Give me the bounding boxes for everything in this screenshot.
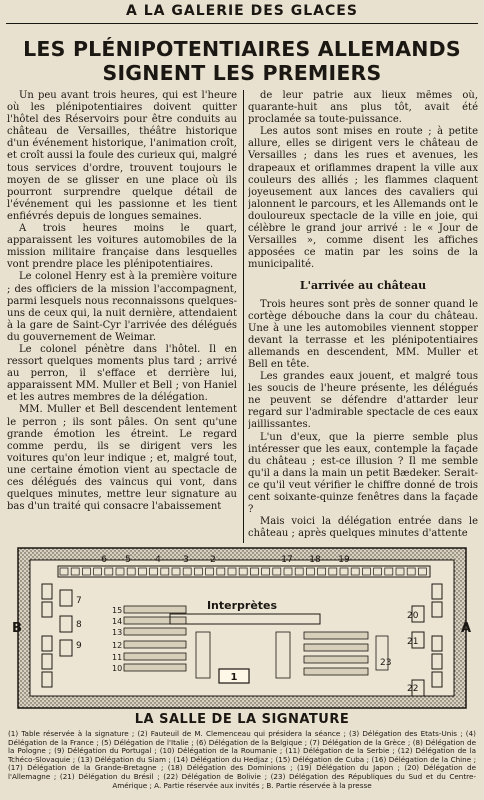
right-column-paragraph: de leur patrie aux lieux mêmes où, quarante-huit ans plus tôt, avait été proclamée sa toute-puissance. [248,90,478,126]
delegation-number: 18 [309,555,321,565]
delegation-number-7: 7 [76,596,82,606]
delegation-number: 4 [155,555,161,565]
column-separator [243,90,244,543]
delegation-number-21: 21 [407,637,419,647]
article-column-left [7,90,237,543]
delegation-number: 19 [338,555,350,565]
plan-legend: (1) Table réservée à la signature ; (2) Fauteuil de M. Clemenceau qui présidera la séance ; (3) Délégation des Etats-Unis ; (4) Délégation de la France ; (5) Délégation de l'Italie ; (6) Délégation de la Belgique ; (7) Délégation de la Grèce ; (8) Délégation de la Pologne ; (9) Délégation du Portugal ; (10) Délégation de la Roumanie ; (11) Délégation de la Serbie ; (12) Délégation de la Tchéco-Slovaquie ; (13) Délégation du Siam ; (14) Délégation du Hedjaz ; (15) Délégation de Cuba ; (16) Délégation de la Chine ; (17) Délégation de la Grande-Bretagne ; (18) Délégation des Dominions ; (19) Délégation du Japon ; (20) Délégation de l'Allemagne ; (21) Délégation du Brésil ; (22) Délégation de Bolivie ; (23) Délégation des Républiques du Sud et du Centre-Amérique ; A. Partie réservée aux invités ; B. Partie réservée à la presse [8,730,476,790]
delegation-number: 14 [112,617,123,626]
article-column-right [248,90,478,543]
delegation-table [124,628,186,635]
right-column-paragraph: Les autos sont mises en route ; à petite allure, elles se dirigent vers le château de Versailles ; dans les rues et avenues, les drapeaux et oriflammes drapent la ville aux couleurs des alliés ; les flammes claquent joyeusement aux lances des cavaliers qui jalonnent le parcours, et les Allemands ont le douloureux spectacle de la ville en joie, qui célèbre le grand jour arrivé : le « Jour de Versailles », comme disent les affiches apposées ce matin par les soins de la municipalité. [248,126,478,271]
left-column-paragraph: A trois heures moins le quart, apparaissent les voitures automobiles de la mission militaire française dans lesquelles vont prendre place les plénipotentiaires. [7,223,237,271]
delegation-number: 6 [101,555,107,565]
delegation-number: 13 [112,628,123,637]
subhead-arrival: L'arrivée au château [299,279,427,293]
delegation-number: 17 [281,555,293,565]
delegation-table [124,617,186,624]
headline-line-2: SIGNENT LES PREMIERS [102,61,382,85]
delegation-table [304,668,368,675]
delegation-table [304,632,368,639]
top-rule [6,23,478,24]
delegation-number-8: 8 [76,620,82,630]
signature-table-number: 1 [230,672,238,683]
left-column-paragraph: Un peu avant trois heures, qui est l'heure où les plénipotentiaires doivent quitter l'hôtel des Réservoirs pour être conduits au château de Versailles, théâtre historique d'un événement historique, l'animation croît, et croît aussi la foule des curieux qui, malgré tous services d'ordre, trouvent toujours le moyen de se glisser en une place où ils pourront surprendre quelque détail de l'événement qui les passionne et les tient enfiévrés depuis de longues semaines. [7,90,237,222]
headline-line-1: LES PLÉNIPOTENTIAIRES ALLEMANDS [23,37,461,61]
right-column-paragraph: Trois heures sont près de sonner quand le cortège débouche dans la cour du château. Une à une les automobiles viennent stopper devant la terrasse et les plénipotentiaires allemands en descendent, MM. Muller et Bell en tête. [248,298,478,370]
right-column-paragraph: L'un d'eux, que la pierre semble plus intéresser que les eaux, contemple la façade du château ; est-ce illusion ? Il me semble qu'il a dans la main un petit Bædeker. Serait-ce qu'il veut vérifier le chiffre donné de trois cent soixante-quinze fenêtres dans la façade ? [248,431,478,516]
left-column-paragraph: Le colonel Henry est à la première voiture ; des officiers de la mission l'accompagnent, parmi lesquels nous reconnaissons quelques-uns de ceux qui, la nuit dernière, attendaient à la gare de Saint-Cyr l'arrivée des délégués du gouvernement de Weimar. [7,271,237,343]
right-column-paragraph: Mais voici la délégation entrée dans le château ; après quelques minutes d'attente [248,516,478,540]
interpreters-label: Interprètes [206,599,278,612]
left-column-paragraph: Le colonel pénètre dans l'hôtel. Il en ressort quelques moments plus tard ; arrivé au perron, il s'efface et derrière lui, apparaissent MM. Muller et Bell ; von Haniel et les autres membres de la délégation. [7,343,237,404]
delegation-number-9: 9 [76,641,82,651]
delegation-table [124,664,186,671]
section-kicker: A LA GALERIE DES GLACES [126,3,358,19]
delegation-number: 3 [183,555,189,565]
delegation-table [304,656,368,663]
delegation-table [124,641,186,648]
delegation-number: 5 [125,555,131,565]
left-column-paragraph: MM. Muller et Bell descendent lentement le perron ; ils sont pâles. On sent qu'une grande émotion les étreint. Le regard comme perdu, ils se dirigent vers les voitures qu'on leur indique ; et, malgré tout, une certaine émotion vient au spectacle de ces délégués des vaincus qui vont, dans quelques minutes, mettre leur signature au bas d'un traité qui consacre l'abaissement [7,404,237,513]
plan-caption: LA SALLE DE LA SIGNATURE [134,712,350,727]
delegation-table [124,606,186,613]
signature-hall-plan [0,540,484,712]
delegation-number: 11 [112,653,123,662]
delegation-number: 10 [112,664,123,673]
delegation-table [124,653,186,660]
delegation-number: 15 [112,606,123,615]
delegation-number-23: 23 [380,658,392,668]
delegation-number: 12 [112,641,123,650]
right-column-paragraph: Les grandes eaux jouent, et malgré tous les soucis de l'heure présente, les délégués ne peuvent se défendre d'attarder leur regard sur l'admirable spectacle de ces eaux jaillissantes. [248,371,478,431]
side-a-label: A [461,621,472,636]
delegation-number: 2 [210,555,216,565]
side-b-label: B [12,621,22,636]
delegation-number-22: 22 [407,684,419,694]
delegation-number-20: 20 [407,611,419,621]
delegation-table [304,644,368,651]
